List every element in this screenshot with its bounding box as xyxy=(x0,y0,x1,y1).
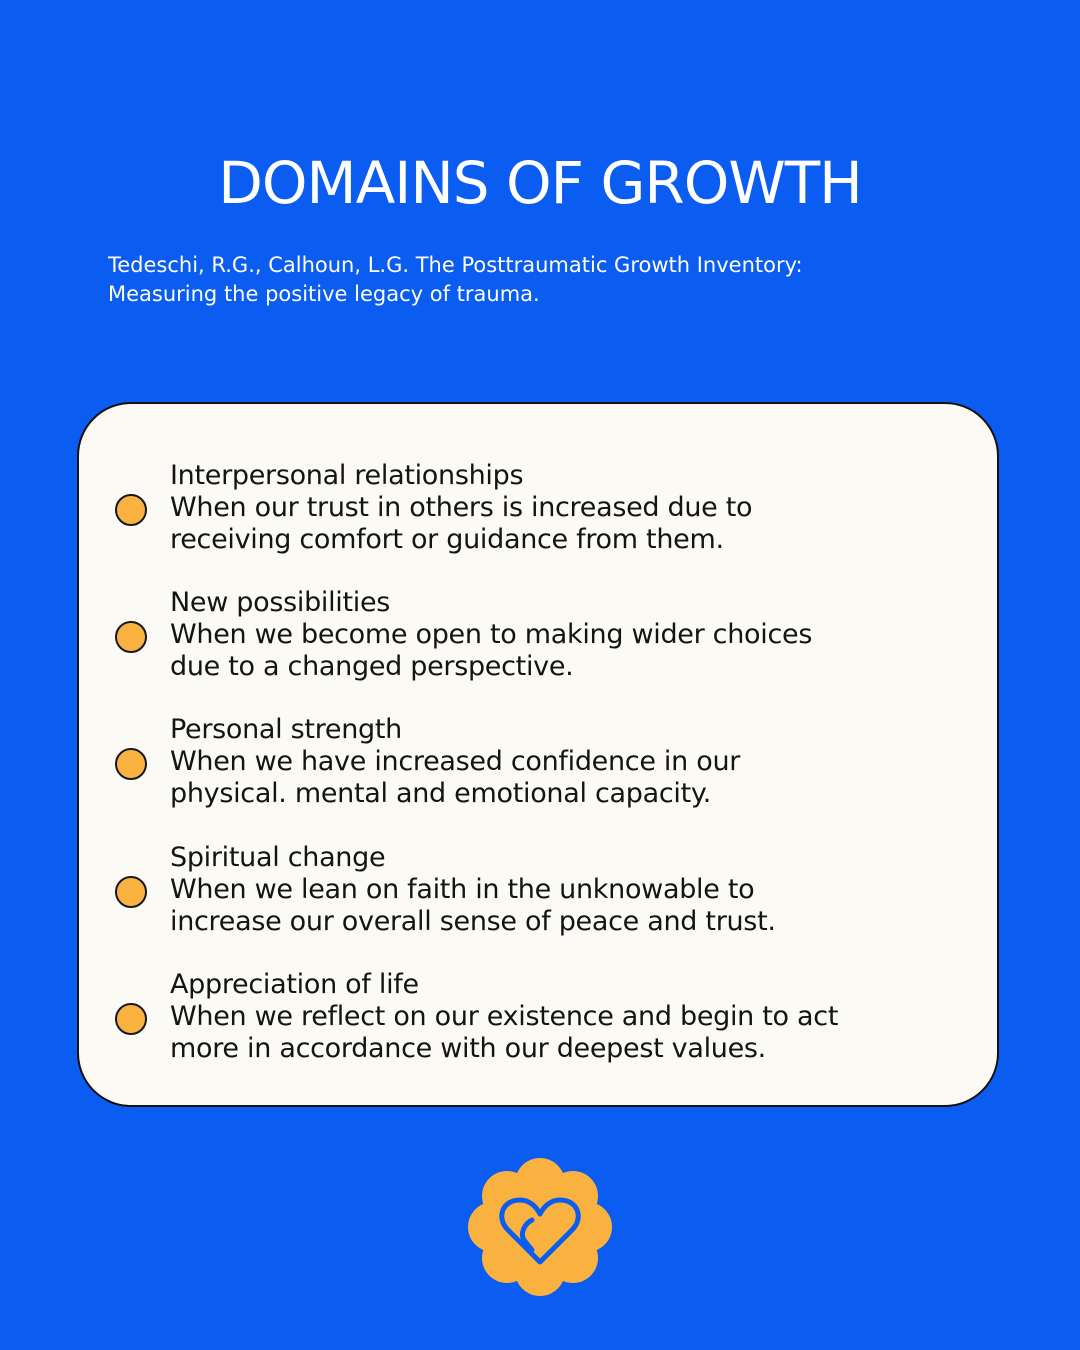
domain-description-line: more in accordance with our deepest values. xyxy=(170,1033,766,1064)
domain-description-line: receiving comfort or guidance from them. xyxy=(170,524,724,555)
bullet-icon xyxy=(115,494,147,526)
page-title: DOMAINS OF GROWTH xyxy=(218,149,862,217)
domain-description-line: When we lean on faith in the unknowable to xyxy=(170,874,755,905)
citation xyxy=(108,251,968,309)
domain-heading: New possibilities xyxy=(170,587,391,618)
logo xyxy=(466,1158,614,1296)
domains-card xyxy=(77,402,999,1107)
domain-text xyxy=(170,714,970,810)
domain-description-line: increase our overall sense of peace and trust. xyxy=(170,906,776,937)
bullet-icon xyxy=(115,748,147,780)
domain-text xyxy=(170,969,970,1065)
domain-heading: Spiritual change xyxy=(170,842,386,873)
domain-description-line: physical. mental and emotional capacity. xyxy=(170,778,711,809)
domain-text xyxy=(170,460,970,556)
domain-item-personal-strength xyxy=(79,714,997,814)
citation-line-1: Tedeschi, R.G., Calhoun, L.G. The Posttraumatic Growth Inventory: xyxy=(108,253,803,277)
domain-description-line: due to a changed perspective. xyxy=(170,651,574,682)
domain-description-line: When our trust in others is increased due to xyxy=(170,492,753,523)
domain-item-appreciation-of-life xyxy=(79,969,997,1069)
bullet-icon xyxy=(115,621,147,653)
domain-description-line: When we have increased confidence in our xyxy=(170,746,741,777)
domain-heading: Personal strength xyxy=(170,714,402,745)
bullet-icon xyxy=(115,1003,147,1035)
domain-description-line: When we become open to making wider choices xyxy=(170,619,813,650)
domain-item-interpersonal xyxy=(79,460,997,560)
domain-text xyxy=(170,842,970,938)
domain-heading: Appreciation of life xyxy=(170,969,419,1000)
domain-item-spiritual-change xyxy=(79,842,997,942)
heart-flower-icon xyxy=(466,1158,614,1296)
domain-heading: Interpersonal relationships xyxy=(170,460,524,491)
domain-description-line: When we reflect on our existence and begin to act xyxy=(170,1001,839,1032)
bullet-icon xyxy=(115,876,147,908)
domain-text xyxy=(170,587,970,683)
citation-line-2: Measuring the positive legacy of trauma. xyxy=(108,282,540,306)
domain-item-new-possibilities xyxy=(79,587,997,687)
